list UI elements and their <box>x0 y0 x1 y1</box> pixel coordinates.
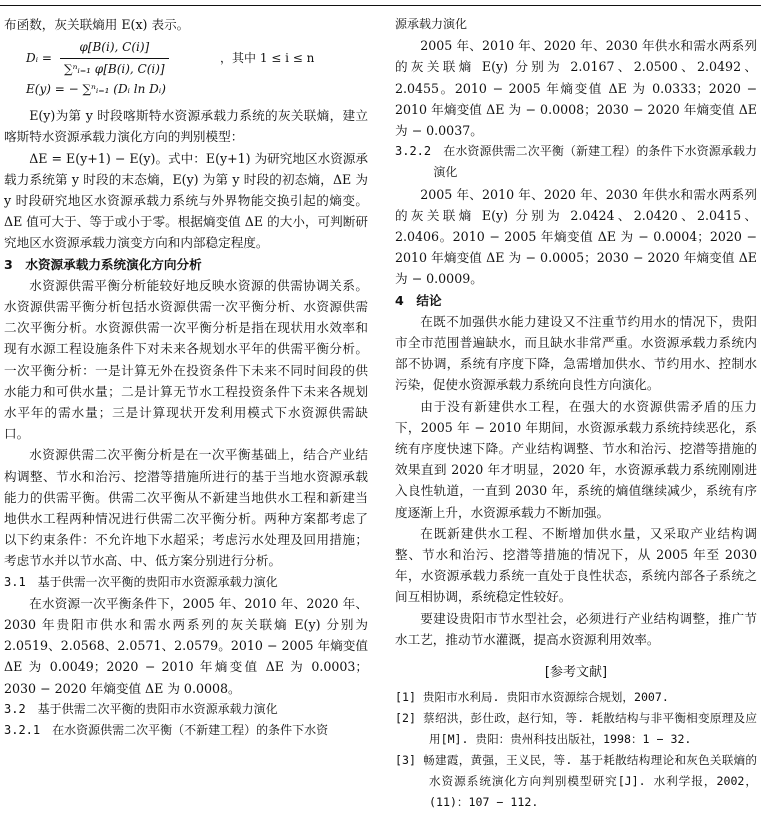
formula-e <box>26 79 368 105</box>
section-3-2-1-heading: 3.2.1 在水资源供需二次平衡（不新建工程）的条件下水资 <box>4 723 329 738</box>
section-3-2-heading: 3.2 基于供需二次平衡的贵阳市水资源承载力演化 <box>4 701 278 716</box>
delta-e-model: ΔE = E(y+1) − E(y)。式中：E(y+1) 为研究地区水资源承载力系统第 y 时段的末态熵，E(y) 为第 y 时段的初态熵，ΔE 为 y 时段研究地区水资源承载力系统与外界物能交换引起的熵变。ΔE 值可大于、等于或小于零。根据熵变值 ΔE 的大小，可判断研究地区水资源承载力演变方向和内部稳定程度。 <box>4 150 368 251</box>
reference-item: [2] 蔡绍洪，彭仕政，赵行知，等. 耗散结构与非平衡相变原理及应用[M]. 贵阳：贵州科技出版社，1998：1 − 32. <box>395 711 757 747</box>
formula-e-text: E(y) = − ∑ⁿᵢ₌₁ (Dᵢ ln Dᵢ) <box>26 82 166 97</box>
section-3-paragraph-2: 水资源供需二次平衡分析是在一次平衡基础上，结合产业结构调整、节水和治污、挖潜等措施所进行的基于当地水资源承载能力的供需平衡。供需二次平衡从不新建当地供水工程和新建当地供水工程两种情况进行供需二次平衡分析。两种方案都考虑了以下约束条件：不允许地下水超采；考虑污水处理及回用措施；考虑节水并以节水高、中、低方案分别进行分析。 <box>4 447 368 569</box>
formula-d-numerator: φ[B(i), C(i)] <box>60 37 169 59</box>
section-3-2-2-heading: 3.2.2 在水资源供需二次平衡（新建工程）的条件下水资源承载力演化 <box>395 144 757 180</box>
formula-d-denominator: ∑ⁿᵢ₌₁ φ[B(i), C(i)] <box>64 62 165 77</box>
conclusion-paragraph-2: 由于没有新建供水工程，在强大的水资源供需矛盾的压力下，2005 年 − 2010 年期间，水资源承载力系统持续恶化，系统有序度快速下降。产业结构调整、节水和治污、挖潜等措施的效果直到 2020 年才明显，2020 年，水资源承载力系统刚刚进入良性轨道，一直到 2030 年，系统的熵值继续减少，系统有序度逐渐上升，水资源承载力不断加强。 <box>395 398 757 520</box>
formula-d-condition: ，其中 1 ≤ i ≤ n <box>220 51 315 66</box>
section-3-1-paragraph: 在水资源一次平衡条件下，2005 年、2010 年、2020 年、2030 年贵阳市供水和需水两系列的灰关联熵 E(y) 分别为 2.0519、2.0568、2.0571、2.0579。2010 − 2005 年熵变值 ΔE 为 0.0049；2020 − 2010 年熵变值 ΔE 为 0.0003；2030 − 2020 年熵变值 ΔE 为 0.0008。 <box>4 595 368 696</box>
reference-item: [1] 贵阳市水利局. 贵阳市水资源综合规划，2007. <box>395 690 669 705</box>
section-3-paragraph-1: 水资源供需平衡分析能较好地反映水资源的供需协调关系。水资源供需平衡分析包括水资源供需一次平衡分析、水资源供需二次平衡分析。水资源供需一次平衡分析是指在现状用水效率和现有水源工程设施条件下对未来各规划水平年的供需平衡分析。一次平衡分析：一是计算无外在投资条件下未来不同时间段的供水能力和可供水量；二是计算无节水工程投资条件下未来各规划水平年的需水量；三是计算现状开发利用模式下水资源供需缺口。 <box>4 277 368 442</box>
ey-definition: E(y)为第 y 时段喀斯特水资源承载力系统的灰关联熵，建立喀斯特水资源承载力演化方向的判别模型： <box>4 108 368 145</box>
section-3-2-2-paragraph: 2005 年、2010 年、2020 年、2030 年供水和需水两系列的灰关联熵 E(y) 分别为 2.0424、2.0420、2.0415、2.0406。2010 − 2005 年熵变值 ΔE 为 − 0.0004；2020 − 2010 年熵变值 ΔE 为 − 0.0005；2030 − 2020 年熵变值 ΔE 为 − 0.0009。 <box>395 186 757 287</box>
section-4-heading: 4 结论 <box>395 292 442 308</box>
left-column <box>4 14 368 741</box>
intro-paragraph: 布函数，灰关联熵用 E(x) 表示。 <box>4 17 190 32</box>
conclusion-paragraph-4: 要建设贵阳市节水型社会，必须进行产业结构调整，推广节水工艺，推动节水灌溉，提高水资源利用效率。 <box>395 610 757 647</box>
reference-item: [3] 畅建霞，黄强，王义民，等. 基于耗散结构理论和灰色关联熵的水资源系统演化方向判别模型研究[J]. 水利学报，2002，(11)：107 − 112. <box>395 753 757 810</box>
conclusion-paragraph-1: 在既不加强供水能力建设又不注重节约用水的情况下，贵阳市全市范围普遍缺水，而且缺水非常严重。水资源承载力系统内部不协调，系统有序度下降，急需增加供水、节约用水、控制水污染，促使水资源承载力系统向良性方向演化。 <box>395 313 757 393</box>
section-3-2-1-paragraph: 2005 年、2010 年、2020 年、2030 年供水和需水两系列的灰关联熵 E(y) 分别为 2.0167、2.0500、2.0492、2.0455。2010 − 2005 年熵变值 ΔE 为 0.0333；2020 − 2010 年熵变值 ΔE 为 − 0.0008；2030 − 2020 年熵变值 ΔE 为 − 0.0037。 <box>395 38 757 139</box>
conclusion-paragraph-3: 在既新建供水工程、不断增加供水量，又采取产业结构调整、节水和治污、挖潜等措施的情况下，从 2005 年至 2030 年，水资源承载力系统一直处于良性状态，系统内部各子系统之间互相协调，系统稳定性较好。 <box>395 525 757 605</box>
section-3-1-heading: 3.1 基于供需一次平衡的贵阳市水资源承载力演化 <box>4 574 278 589</box>
formula-d-lhs: Dᵢ = <box>26 51 52 66</box>
top-rule <box>0 5 761 6</box>
section-3-heading: 3 水资源承载力系统演化方向分析 <box>4 256 202 272</box>
formula-d <box>4 35 368 79</box>
right-column <box>395 14 757 813</box>
formula-d-fraction <box>60 37 169 80</box>
references-title: [参考文献] <box>544 665 608 681</box>
section-3-2-1-heading-cont: 源承载力演化 <box>395 17 468 31</box>
